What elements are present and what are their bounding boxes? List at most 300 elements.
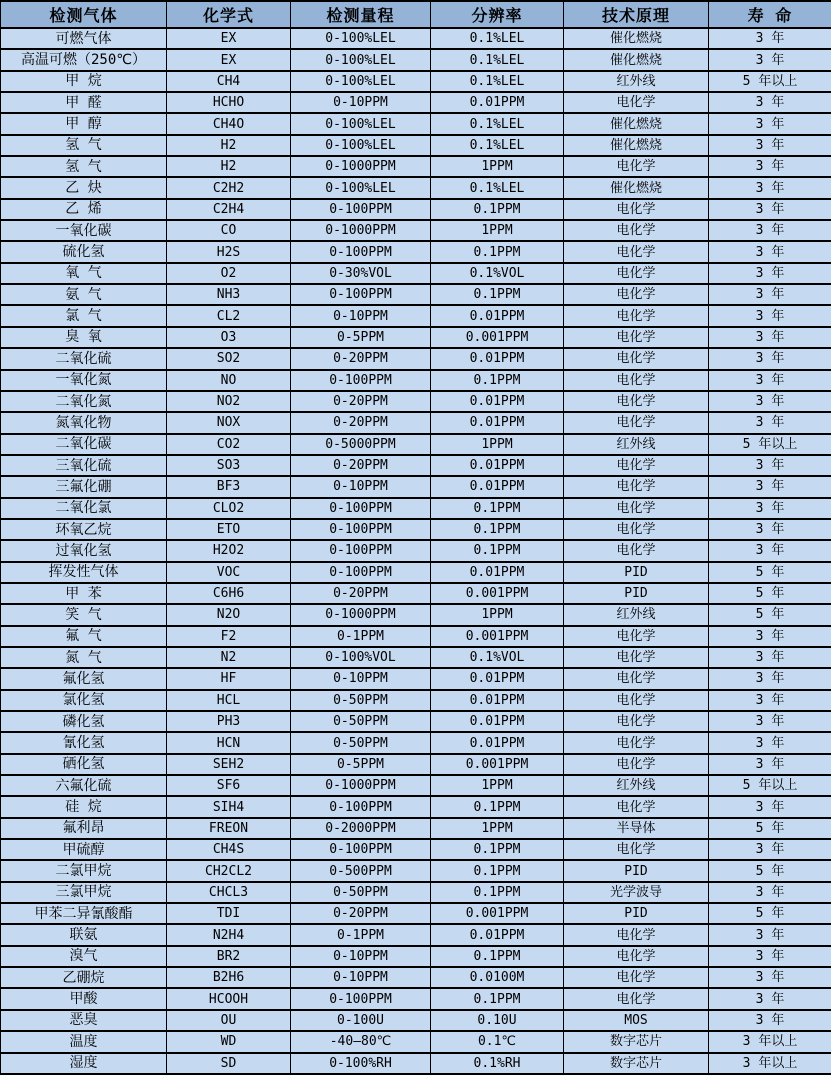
cell-resolution: 0.01PPM xyxy=(431,924,564,945)
cell-lifetime: 3 年 xyxy=(709,455,831,476)
cell-lifetime: 3 年 xyxy=(709,412,831,433)
cell-gas: 甲硫醇 xyxy=(1,839,167,860)
table-row xyxy=(1,988,831,1009)
cell-range: 0-100PPM xyxy=(291,988,431,1009)
table-row xyxy=(1,498,831,519)
cell-gas: 二氯甲烷 xyxy=(1,860,167,881)
cell-formula: SO2 xyxy=(167,348,291,369)
table-row xyxy=(1,71,831,92)
cell-range: -40—80℃ xyxy=(291,1031,431,1052)
table-row xyxy=(1,796,831,817)
table-row xyxy=(1,562,831,583)
cell-gas: 氯 气 xyxy=(1,305,167,326)
cell-gas: 可燃气体 xyxy=(1,28,167,49)
cell-resolution: 0.001PPM xyxy=(431,626,564,647)
cell-range: 0-10PPM xyxy=(291,476,431,497)
cell-gas: 乙 炔 xyxy=(1,177,167,198)
cell-formula: B2H6 xyxy=(167,967,291,988)
cell-lifetime: 5 年以上 xyxy=(709,775,831,796)
cell-lifetime: 3 年 xyxy=(709,668,831,689)
table-row xyxy=(1,156,831,177)
cell-resolution: 0.1%RH xyxy=(431,1053,564,1075)
cell-gas: 溴气 xyxy=(1,946,167,967)
cell-principle: 红外线 xyxy=(564,775,709,796)
cell-principle: 催化燃烧 xyxy=(564,28,709,49)
cell-range: 0-50PPM xyxy=(291,711,431,732)
cell-gas: 臭 氧 xyxy=(1,327,167,348)
cell-lifetime: 5 年 xyxy=(709,860,831,881)
cell-principle: 催化燃烧 xyxy=(564,135,709,156)
table-row xyxy=(1,241,831,262)
cell-lifetime: 3 年 xyxy=(709,988,831,1009)
cell-lifetime: 3 年 xyxy=(709,626,831,647)
table-row xyxy=(1,434,831,455)
cell-range: 0-10PPM xyxy=(291,668,431,689)
cell-formula: F2 xyxy=(167,626,291,647)
header-resolution: 分辨率 xyxy=(431,1,564,28)
table-row xyxy=(1,92,831,113)
cell-principle: 电化学 xyxy=(564,732,709,753)
cell-resolution: 0.1%VOL xyxy=(431,647,564,668)
cell-principle: 红外线 xyxy=(564,434,709,455)
cell-lifetime: 3 年 xyxy=(709,839,831,860)
cell-resolution: 0.01PPM xyxy=(431,476,564,497)
cell-gas: 三氧化硫 xyxy=(1,455,167,476)
cell-gas: 二氧化碳 xyxy=(1,434,167,455)
cell-principle: 光学波导 xyxy=(564,882,709,903)
cell-gas: 氟 气 xyxy=(1,626,167,647)
cell-gas: 恶臭 xyxy=(1,1010,167,1031)
cell-principle: 电化学 xyxy=(564,241,709,262)
cell-resolution: 0.1%LEL xyxy=(431,71,564,92)
cell-gas: 氢 气 xyxy=(1,156,167,177)
cell-principle: 电化学 xyxy=(564,796,709,817)
cell-gas: 二氧化氯 xyxy=(1,498,167,519)
cell-lifetime: 3 年 xyxy=(709,732,831,753)
cell-formula: HCHO xyxy=(167,92,291,113)
cell-range: 0-100PPM xyxy=(291,370,431,391)
cell-resolution: 0.001PPM xyxy=(431,754,564,775)
table-row xyxy=(1,28,831,49)
cell-principle: 电化学 xyxy=(564,690,709,711)
cell-resolution: 1PPM xyxy=(431,434,564,455)
cell-gas: 挥发性气体 xyxy=(1,562,167,583)
cell-lifetime: 3 年 xyxy=(709,177,831,198)
cell-range: 0-20PPM xyxy=(291,583,431,604)
table-row xyxy=(1,732,831,753)
cell-gas: 一氧化氮 xyxy=(1,370,167,391)
cell-gas: 乙硼烷 xyxy=(1,967,167,988)
cell-lifetime: 5 年 xyxy=(709,903,831,924)
cell-principle: 电化学 xyxy=(564,92,709,113)
cell-range: 0-100%LEL xyxy=(291,177,431,198)
cell-lifetime: 3 年 xyxy=(709,113,831,134)
cell-principle: 电化学 xyxy=(564,967,709,988)
header-lifetime: 寿 命 xyxy=(709,1,831,28)
cell-range: 0-100%LEL xyxy=(291,49,431,70)
cell-lifetime: 3 年 xyxy=(709,476,831,497)
table-row xyxy=(1,455,831,476)
table-row xyxy=(1,327,831,348)
cell-range: 0-50PPM xyxy=(291,882,431,903)
cell-formula: H2O2 xyxy=(167,540,291,561)
table-row xyxy=(1,305,831,326)
table-row xyxy=(1,626,831,647)
cell-range: 0-100PPM xyxy=(291,284,431,305)
table-header xyxy=(1,1,831,28)
cell-principle: 电化学 xyxy=(564,626,709,647)
table-row xyxy=(1,690,831,711)
table-row xyxy=(1,49,831,70)
cell-lifetime: 3 年 xyxy=(709,284,831,305)
cell-formula: C6H6 xyxy=(167,583,291,604)
cell-formula: CH4O xyxy=(167,113,291,134)
cell-formula: CL2 xyxy=(167,305,291,326)
cell-formula: CH4 xyxy=(167,71,291,92)
cell-formula: O3 xyxy=(167,327,291,348)
cell-principle: 电化学 xyxy=(564,647,709,668)
cell-range: 0-5PPM xyxy=(291,754,431,775)
cell-range: 0-100PPM xyxy=(291,241,431,262)
cell-lifetime: 3 年 xyxy=(709,156,831,177)
cell-gas: 三氯甲烷 xyxy=(1,882,167,903)
cell-lifetime: 3 年 xyxy=(709,924,831,945)
cell-resolution: 0.01PPM xyxy=(431,305,564,326)
cell-principle: 电化学 xyxy=(564,199,709,220)
cell-resolution: 0.0100M xyxy=(431,967,564,988)
cell-formula: C2H4 xyxy=(167,199,291,220)
cell-range: 0-100%LEL xyxy=(291,71,431,92)
cell-lifetime: 3 年 xyxy=(709,370,831,391)
cell-gas: 氢 气 xyxy=(1,135,167,156)
cell-gas: 磷化氢 xyxy=(1,711,167,732)
cell-range: 0-10PPM xyxy=(291,967,431,988)
cell-principle: 电化学 xyxy=(564,348,709,369)
cell-formula: H2S xyxy=(167,241,291,262)
cell-principle: 电化学 xyxy=(564,711,709,732)
cell-range: 0-100U xyxy=(291,1010,431,1031)
cell-principle: MOS xyxy=(564,1010,709,1031)
cell-range: 0-100%LEL xyxy=(291,113,431,134)
cell-principle: 电化学 xyxy=(564,391,709,412)
cell-formula: H2 xyxy=(167,135,291,156)
cell-resolution: 0.10U xyxy=(431,1010,564,1031)
cell-gas: 氰化氢 xyxy=(1,732,167,753)
cell-resolution: 0.01PPM xyxy=(431,668,564,689)
table-row xyxy=(1,540,831,561)
cell-range: 0-5PPM xyxy=(291,327,431,348)
table-row xyxy=(1,263,831,284)
cell-principle: 电化学 xyxy=(564,156,709,177)
cell-principle: 电化学 xyxy=(564,946,709,967)
table-row xyxy=(1,177,831,198)
cell-principle: 电化学 xyxy=(564,455,709,476)
cell-range: 0-100%VOL xyxy=(291,647,431,668)
cell-gas: 氮氧化物 xyxy=(1,412,167,433)
cell-gas: 氯化氢 xyxy=(1,690,167,711)
cell-range: 0-20PPM xyxy=(291,903,431,924)
cell-range: 0-100%LEL xyxy=(291,135,431,156)
cell-formula: SO3 xyxy=(167,455,291,476)
cell-formula: SF6 xyxy=(167,775,291,796)
cell-formula: SIH4 xyxy=(167,796,291,817)
table-row xyxy=(1,946,831,967)
cell-gas: 环氧乙烷 xyxy=(1,519,167,540)
cell-range: 0-50PPM xyxy=(291,732,431,753)
cell-range: 0-100PPM xyxy=(291,540,431,561)
cell-resolution: 0.01PPM xyxy=(431,92,564,113)
cell-formula: H2 xyxy=(167,156,291,177)
table-row xyxy=(1,711,831,732)
cell-range: 0-1000PPM xyxy=(291,775,431,796)
table-row xyxy=(1,754,831,775)
cell-formula: BR2 xyxy=(167,946,291,967)
table-row xyxy=(1,583,831,604)
cell-range: 0-20PPM xyxy=(291,412,431,433)
cell-range: 0-1PPM xyxy=(291,924,431,945)
table-row xyxy=(1,476,831,497)
cell-formula: HCL xyxy=(167,690,291,711)
cell-resolution: 0.01PPM xyxy=(431,391,564,412)
cell-resolution: 0.1PPM xyxy=(431,860,564,881)
cell-lifetime: 3 年 xyxy=(709,135,831,156)
cell-principle: 催化燃烧 xyxy=(564,177,709,198)
cell-principle: 红外线 xyxy=(564,71,709,92)
cell-range: 0-20PPM xyxy=(291,391,431,412)
cell-principle: 电化学 xyxy=(564,412,709,433)
cell-formula: ETO xyxy=(167,519,291,540)
cell-resolution: 0.1PPM xyxy=(431,370,564,391)
cell-lifetime: 3 年 xyxy=(709,348,831,369)
cell-resolution: 0.1PPM xyxy=(431,284,564,305)
cell-lifetime: 3 年 xyxy=(709,327,831,348)
table-row xyxy=(1,1031,831,1052)
cell-gas: 二氧化氮 xyxy=(1,391,167,412)
cell-resolution: 1PPM xyxy=(431,775,564,796)
cell-formula: VOC xyxy=(167,562,291,583)
cell-gas: 三氟化硼 xyxy=(1,476,167,497)
cell-formula: EX xyxy=(167,28,291,49)
cell-principle: 数字芯片 xyxy=(564,1031,709,1052)
cell-formula: TDI xyxy=(167,903,291,924)
table-row xyxy=(1,647,831,668)
cell-formula: WD xyxy=(167,1031,291,1052)
cell-resolution: 0.1PPM xyxy=(431,519,564,540)
cell-resolution: 0.1%LEL xyxy=(431,177,564,198)
table-row xyxy=(1,818,831,839)
cell-range: 0-100%RH xyxy=(291,1053,431,1075)
cell-resolution: 0.01PPM xyxy=(431,732,564,753)
cell-resolution: 0.1%LEL xyxy=(431,135,564,156)
cell-resolution: 0.01PPM xyxy=(431,412,564,433)
cell-gas: 一氧化碳 xyxy=(1,220,167,241)
cell-formula: NH3 xyxy=(167,284,291,305)
cell-lifetime: 3 年 xyxy=(709,220,831,241)
cell-formula: N2H4 xyxy=(167,924,291,945)
cell-resolution: 0.01PPM xyxy=(431,711,564,732)
cell-lifetime: 3 年 xyxy=(709,49,831,70)
cell-resolution: 0.1PPM xyxy=(431,988,564,1009)
cell-principle: 电化学 xyxy=(564,220,709,241)
cell-lifetime: 3 年 xyxy=(709,882,831,903)
table-row xyxy=(1,519,831,540)
table-row xyxy=(1,135,831,156)
cell-formula: CO xyxy=(167,220,291,241)
cell-range: 0-20PPM xyxy=(291,455,431,476)
cell-formula: C2H2 xyxy=(167,177,291,198)
cell-lifetime: 3 年以上 xyxy=(709,1031,831,1052)
cell-gas: 过氧化氢 xyxy=(1,540,167,561)
cell-formula: SEH2 xyxy=(167,754,291,775)
cell-lifetime: 3 年以上 xyxy=(709,1053,831,1075)
cell-principle: 电化学 xyxy=(564,924,709,945)
cell-formula: BF3 xyxy=(167,476,291,497)
cell-resolution: 0.1PPM xyxy=(431,199,564,220)
cell-range: 0-500PPM xyxy=(291,860,431,881)
cell-range: 0-10PPM xyxy=(291,305,431,326)
cell-formula: NO xyxy=(167,370,291,391)
cell-resolution: 0.01PPM xyxy=(431,348,564,369)
table-row xyxy=(1,113,831,134)
table-row xyxy=(1,775,831,796)
cell-range: 0-1000PPM xyxy=(291,156,431,177)
cell-resolution: 0.1%LEL xyxy=(431,49,564,70)
cell-lifetime: 3 年 xyxy=(709,967,831,988)
cell-resolution: 0.01PPM xyxy=(431,690,564,711)
cell-principle: PID xyxy=(564,903,709,924)
cell-lifetime: 3 年 xyxy=(709,305,831,326)
cell-formula: CH4S xyxy=(167,839,291,860)
cell-gas: 硫化氢 xyxy=(1,241,167,262)
cell-lifetime: 3 年 xyxy=(709,263,831,284)
table-row xyxy=(1,220,831,241)
cell-range: 0-1000PPM xyxy=(291,604,431,625)
cell-gas: 氮 气 xyxy=(1,647,167,668)
table-body xyxy=(1,28,831,1074)
cell-resolution: 1PPM xyxy=(431,818,564,839)
cell-principle: 电化学 xyxy=(564,327,709,348)
table-row xyxy=(1,668,831,689)
cell-principle: 催化燃烧 xyxy=(564,49,709,70)
cell-resolution: 0.01PPM xyxy=(431,455,564,476)
cell-formula: CLO2 xyxy=(167,498,291,519)
cell-formula: O2 xyxy=(167,263,291,284)
table-row xyxy=(1,604,831,625)
cell-formula: N2 xyxy=(167,647,291,668)
cell-formula: FREON xyxy=(167,818,291,839)
cell-principle: 电化学 xyxy=(564,263,709,284)
cell-lifetime: 3 年 xyxy=(709,711,831,732)
cell-range: 0-100PPM xyxy=(291,519,431,540)
cell-formula: CH2CL2 xyxy=(167,860,291,881)
table-row xyxy=(1,1053,831,1075)
cell-gas: 硅 烷 xyxy=(1,796,167,817)
cell-gas: 甲 苯 xyxy=(1,583,167,604)
cell-principle: PID xyxy=(564,583,709,604)
cell-lifetime: 3 年 xyxy=(709,540,831,561)
table-row xyxy=(1,391,831,412)
cell-resolution: 0.01PPM xyxy=(431,562,564,583)
cell-gas: 氟化氢 xyxy=(1,668,167,689)
cell-range: 0-1000PPM xyxy=(291,220,431,241)
cell-lifetime: 3 年 xyxy=(709,519,831,540)
cell-formula: NOX xyxy=(167,412,291,433)
cell-range: 0-30%VOL xyxy=(291,263,431,284)
cell-gas: 甲 醇 xyxy=(1,113,167,134)
cell-lifetime: 3 年 xyxy=(709,28,831,49)
cell-principle: 电化学 xyxy=(564,839,709,860)
cell-principle: 催化燃烧 xyxy=(564,113,709,134)
table-row xyxy=(1,412,831,433)
table-row xyxy=(1,370,831,391)
cell-resolution: 0.1PPM xyxy=(431,882,564,903)
cell-principle: PID xyxy=(564,860,709,881)
cell-lifetime: 3 年 xyxy=(709,796,831,817)
cell-lifetime: 5 年 xyxy=(709,818,831,839)
cell-lifetime: 3 年 xyxy=(709,690,831,711)
cell-resolution: 0.1PPM xyxy=(431,796,564,817)
cell-gas: 二氧化硫 xyxy=(1,348,167,369)
cell-gas: 氨 气 xyxy=(1,284,167,305)
cell-formula: EX xyxy=(167,49,291,70)
cell-lifetime: 3 年 xyxy=(709,1010,831,1031)
cell-range: 0-20PPM xyxy=(291,348,431,369)
cell-lifetime: 3 年 xyxy=(709,946,831,967)
cell-range: 0-100%LEL xyxy=(291,28,431,49)
cell-gas: 氧 气 xyxy=(1,263,167,284)
cell-formula: PH3 xyxy=(167,711,291,732)
cell-lifetime: 5 年 xyxy=(709,583,831,604)
cell-principle: 数字芯片 xyxy=(564,1053,709,1075)
cell-resolution: 1PPM xyxy=(431,156,564,177)
table-row xyxy=(1,284,831,305)
cell-range: 0-10PPM xyxy=(291,946,431,967)
table-row xyxy=(1,199,831,220)
cell-resolution: 0.1PPM xyxy=(431,241,564,262)
header-row xyxy=(1,1,831,28)
cell-lifetime: 3 年 xyxy=(709,754,831,775)
cell-formula: NO2 xyxy=(167,391,291,412)
cell-range: 0-2000PPM xyxy=(291,818,431,839)
table-row xyxy=(1,967,831,988)
cell-range: 0-100PPM xyxy=(291,796,431,817)
cell-lifetime: 5 年以上 xyxy=(709,434,831,455)
cell-principle: 电化学 xyxy=(564,305,709,326)
cell-formula: CO2 xyxy=(167,434,291,455)
header-range: 检测量程 xyxy=(291,1,431,28)
cell-resolution: 0.001PPM xyxy=(431,583,564,604)
cell-resolution: 1PPM xyxy=(431,604,564,625)
cell-range: 0-5000PPM xyxy=(291,434,431,455)
cell-range: 0-100PPM xyxy=(291,839,431,860)
cell-lifetime: 5 年以上 xyxy=(709,71,831,92)
cell-principle: 电化学 xyxy=(564,370,709,391)
cell-lifetime: 5 年 xyxy=(709,562,831,583)
cell-formula: OU xyxy=(167,1010,291,1031)
cell-range: 0-100PPM xyxy=(291,199,431,220)
table-row xyxy=(1,882,831,903)
cell-formula: N2O xyxy=(167,604,291,625)
cell-principle: 电化学 xyxy=(564,988,709,1009)
cell-gas: 甲 醛 xyxy=(1,92,167,113)
table-row xyxy=(1,924,831,945)
cell-formula: CHCL3 xyxy=(167,882,291,903)
cell-range: 0-1PPM xyxy=(291,626,431,647)
table-row xyxy=(1,903,831,924)
cell-range: 0-10PPM xyxy=(291,92,431,113)
cell-principle: 电化学 xyxy=(564,668,709,689)
header-formula: 化学式 xyxy=(167,1,291,28)
